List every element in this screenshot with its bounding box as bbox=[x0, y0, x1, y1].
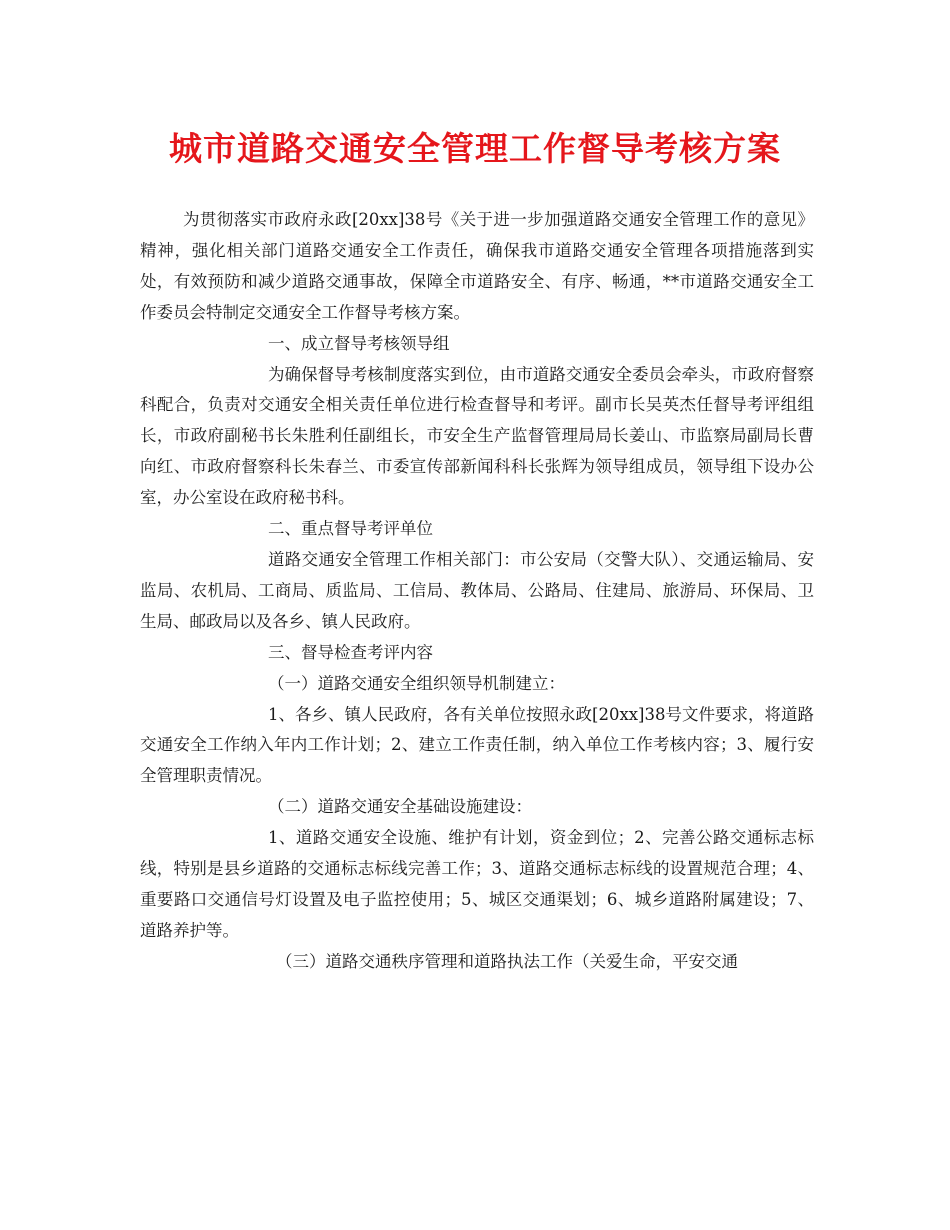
subsection-heading-3: （三）道路交通秩序管理和道路执法工作（关爱生命，平安交通 bbox=[276, 951, 738, 971]
section-heading-1: 一、成立督导考核领导组 bbox=[268, 333, 450, 353]
paragraph-infrastructure: 1、道路交通安全设施、维护有计划，资金到位；2、完善公路交通标志标线，特别是县乡道路的交通标志标线完善工作；3、道路交通标志标线的设置规范合理；4、重要路口交通信号灯设置及电子监控使用；5、城区交通渠划；6、城乡道路附属建设；7、道路养护等。 bbox=[140, 828, 814, 940]
paragraph-organization: 1、各乡、镇人民政府，各有关单位按照永政[20xx]38号文件要求，将道路交通安全工作纳入年内工作计划；2、建立工作责任制，纳入单位工作考核内容；3、履行安全管理职责情况。 bbox=[140, 704, 814, 786]
subsection-heading-2: （二）道路交通安全基础设施建设： bbox=[268, 797, 532, 817]
subsection-heading-1: （一）道路交通安全组织领导机制建立： bbox=[268, 673, 565, 693]
paragraph-key-units: 道路交通安全管理工作相关部门：市公安局（交警大队）、交通运输局、安监局、农机局、工商局、质监局、工信局、教体局、公路局、住建局、旅游局、环保局、卫生局、邮政局以及各乡、镇人民政府。 bbox=[140, 549, 814, 631]
paragraph-leadership-group: 为确保督导考核制度落实到位，由市道路交通安全委员会牵头，市政府督察科配合，负责对交通安全相关责任单位进行检查督导和考评。副市长吴英杰任督导考评组组长，市政府副秘书长朱胜利任副组长，市安全生产监督管理局局长姜山、市监察局副局长曹向红、市政府督察科长朱春兰、市委宣传部新闻科科长张辉为领导组成员，领导组下设办公室，办公室设在政府秘书科。 bbox=[140, 364, 814, 508]
section-heading-2: 二、重点督导考评单位 bbox=[268, 519, 433, 539]
paragraph-intro: 为贯彻落实市政府永政[20xx]38号《关于进一步加强道路交通安全管理工作的意见》精神，强化相关部门道路交通安全工作责任，确保我市道路交通安全管理各项措施落到实处，有效预防和减少道路交通事故，保障全市道路安全、有序、畅通，**市道路交通安全工作委员会特制定交通安全工作督导考核方案。 bbox=[140, 210, 814, 322]
section-heading-3: 三、督导检查考评内容 bbox=[268, 642, 433, 662]
document-title: 城市道路交通安全管理工作督导考核方案 bbox=[169, 129, 781, 168]
document-body bbox=[140, 205, 814, 978]
